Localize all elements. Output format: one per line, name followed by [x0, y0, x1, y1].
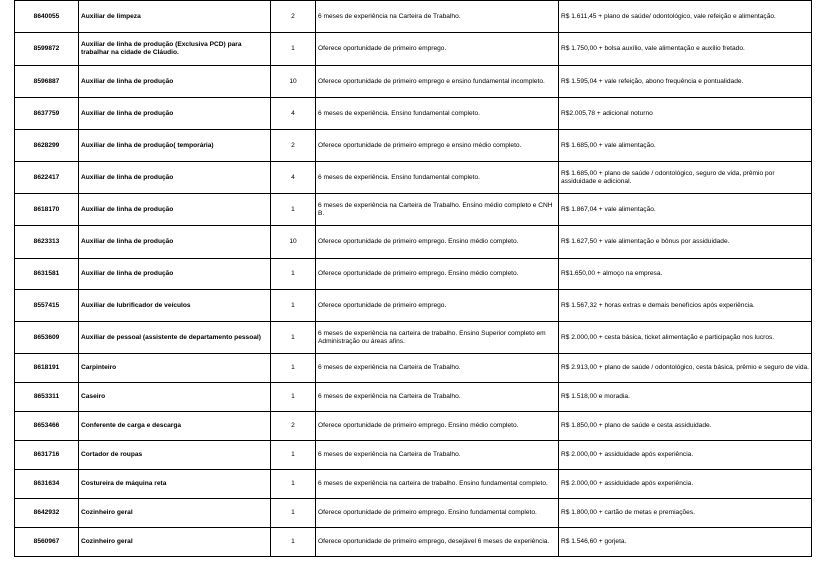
- job-code-cell: 8623313: [15, 226, 79, 259]
- requirements-cell: 6 meses de experiência na carteira de trabalho. Ensino fundamental completo.: [316, 470, 559, 499]
- requirements-cell: Oferece oportunidade de primeiro emprego. Ensino fundamental completo.: [316, 499, 559, 528]
- salary-benefits-cell: R$ 1.850,00 + plano de saúde e cesta assiduidade.: [559, 412, 812, 441]
- requirements-cell: Oferece oportunidade de primeiro emprego.: [316, 290, 559, 322]
- salary-benefits-cell: R$ 2.913,00 + plano de saúde / odontológico, cesta básica, prêmio e seguro de vida.: [559, 354, 812, 383]
- vacancy-count-cell: 1: [271, 383, 316, 412]
- salary-benefits-cell: R$ 1.867,04 + vale alimentação.: [559, 194, 812, 226]
- job-title-cell: Auxiliar de pessoal (assistente de departamento pessoal): [79, 322, 271, 354]
- salary-benefits-cell: R$ 1.595,04 + vale refeição, abono frequência e pontualidade.: [559, 66, 812, 98]
- vacancy-count-cell: 1: [271, 499, 316, 528]
- salary-benefits-cell: R$ 1.685,00 + plano de saúde / odontológico, seguro de vida, prêmio por assiduidade e adicional.: [559, 162, 812, 194]
- salary-benefits-cell: R$ 2.000,00 + assiduidade após experiência.: [559, 470, 812, 499]
- requirements-cell: Oferece oportunidade de primeiro emprego. Ensino médio completo.: [316, 226, 559, 259]
- requirements-cell: 6 meses de experiência. Ensino fundamental completo.: [316, 162, 559, 194]
- table-row: [15, 98, 812, 130]
- table-row: [15, 383, 812, 412]
- job-code-cell: 8618170: [15, 194, 79, 226]
- requirements-cell: 6 meses de experiência na Carteira de Trabalho.: [316, 354, 559, 383]
- job-title-cell: Auxiliar de linha de produção: [79, 98, 271, 130]
- vacancy-count-cell: 1: [271, 441, 316, 470]
- vacancy-count-cell: 10: [271, 226, 316, 259]
- table-row: [15, 259, 812, 290]
- job-code-cell: 8640055: [15, 1, 79, 33]
- job-code-cell: 8631581: [15, 259, 79, 290]
- vacancy-count-cell: 1: [271, 470, 316, 499]
- job-code-cell: 8557415: [15, 290, 79, 322]
- job-title-cell: Auxiliar de linha de produção: [79, 66, 271, 98]
- requirements-cell: 6 meses de experiência na Carteira de Trabalho.: [316, 383, 559, 412]
- job-title-cell: Caseiro: [79, 383, 271, 412]
- table-row: [15, 226, 812, 259]
- job-listing-body: [15, 1, 812, 557]
- job-title-cell: Cortador de roupas: [79, 441, 271, 470]
- job-title-cell: Cozinheiro geral: [79, 528, 271, 557]
- table-row: [15, 528, 812, 557]
- job-code-cell: 8637759: [15, 98, 79, 130]
- vacancy-count-cell: 1: [271, 354, 316, 383]
- job-title-cell: Conferente de carga e descarga: [79, 412, 271, 441]
- table-row: [15, 470, 812, 499]
- job-code-cell: 8653311: [15, 383, 79, 412]
- job-code-cell: 8596887: [15, 66, 79, 98]
- requirements-cell: 6 meses de experiência na Carteira de Trabalho.: [316, 441, 559, 470]
- job-code-cell: 8622417: [15, 162, 79, 194]
- table-row: [15, 412, 812, 441]
- job-code-cell: 8653466: [15, 412, 79, 441]
- vacancy-count-cell: 4: [271, 162, 316, 194]
- job-code-cell: 8628299: [15, 130, 79, 162]
- vacancy-count-cell: 1: [271, 259, 316, 290]
- salary-benefits-cell: R$ 1.567,32 + horas extras e demais benefícios após experiência.: [559, 290, 812, 322]
- table-row: [15, 322, 812, 354]
- job-title-cell: Auxiliar de linha de produção: [79, 259, 271, 290]
- table-row: [15, 354, 812, 383]
- table-row: [15, 441, 812, 470]
- job-title-cell: Auxiliar de limpeza: [79, 1, 271, 33]
- table-row: [15, 162, 812, 194]
- job-code-cell: 8642932: [15, 499, 79, 528]
- vacancy-count-cell: 2: [271, 412, 316, 441]
- salary-benefits-cell: R$ 1.518,00 e moradia.: [559, 383, 812, 412]
- job-title-cell: Auxiliar de linha de produção: [79, 194, 271, 226]
- vacancy-count-cell: 2: [271, 1, 316, 33]
- requirements-cell: Oferece oportunidade de primeiro emprego. Ensino médio completo.: [316, 259, 559, 290]
- table-row: [15, 499, 812, 528]
- table-row: [15, 130, 812, 162]
- job-title-cell: Auxiliar de lubrificador de veículos: [79, 290, 271, 322]
- vacancy-count-cell: 4: [271, 98, 316, 130]
- salary-benefits-cell: R$ 1.800,00 + cartão de metas e premiações.: [559, 499, 812, 528]
- job-title-cell: Carpinteiro: [79, 354, 271, 383]
- vacancy-count-cell: 1: [271, 528, 316, 557]
- salary-benefits-cell: R$1.650,00 + almoço na empresa.: [559, 259, 812, 290]
- job-title-cell: Auxiliar de linha de produção: [79, 226, 271, 259]
- vacancy-count-cell: 1: [271, 194, 316, 226]
- job-listing-table: [14, 0, 812, 557]
- salary-benefits-cell: R$ 2.000,00 + assiduidade após experiência.: [559, 441, 812, 470]
- requirements-cell: 6 meses de experiência na Carteira de Trabalho.: [316, 1, 559, 33]
- vacancy-count-cell: 2: [271, 130, 316, 162]
- job-title-cell: Cozinheiro geral: [79, 499, 271, 528]
- requirements-cell: Oferece oportunidade de primeiro emprego. Ensino médio completo.: [316, 412, 559, 441]
- job-code-cell: 8599872: [15, 33, 79, 66]
- salary-benefits-cell: R$2.005,78 + adicional noturno: [559, 98, 812, 130]
- salary-benefits-cell: R$ 2.000,00 + cesta básica, ticket alimentação e participação nos lucros.: [559, 322, 812, 354]
- vacancy-count-cell: 1: [271, 322, 316, 354]
- requirements-cell: Oferece oportunidade de primeiro emprego.: [316, 33, 559, 66]
- salary-benefits-cell: R$ 1.685,00 + vale alimentação.: [559, 130, 812, 162]
- requirements-cell: 6 meses de experiência na carteira de trabalho. Ensino Superior completo em Administração ou áreas afins.: [316, 322, 559, 354]
- job-code-cell: 8631716: [15, 441, 79, 470]
- requirements-cell: Oferece oportunidade de primeiro emprego, desejável 6 meses de experiência.: [316, 528, 559, 557]
- salary-benefits-cell: R$ 1.546,60 + gorjeta.: [559, 528, 812, 557]
- job-title-cell: Costureira de máquina reta: [79, 470, 271, 499]
- table-row: [15, 290, 812, 322]
- table-row: [15, 66, 812, 98]
- salary-benefits-cell: R$ 1.611,45 + plano de saúde/ odontológico, vale refeição e alimentação.: [559, 1, 812, 33]
- vacancy-count-cell: 1: [271, 33, 316, 66]
- requirements-cell: Oferece oportunidade de primeiro emprego e ensino médio completo.: [316, 130, 559, 162]
- vacancy-count-cell: 10: [271, 66, 316, 98]
- requirements-cell: 6 meses de experiência. Ensino fundamental completo.: [316, 98, 559, 130]
- job-code-cell: 8618191: [15, 354, 79, 383]
- salary-benefits-cell: R$ 1.750,00 + bolsa auxílio, vale alimentação e auxílio fretado.: [559, 33, 812, 66]
- vacancy-count-cell: 1: [271, 290, 316, 322]
- job-title-cell: Auxiliar de linha de produção (Exclusiva PCD) para trabalhar na cidade de Cláudio.: [79, 33, 271, 66]
- table-row: [15, 194, 812, 226]
- salary-benefits-cell: R$ 1.627,50 + vale alimentação e bônus por assiduidade.: [559, 226, 812, 259]
- table-row: [15, 33, 812, 66]
- job-title-cell: Auxiliar de linha de produção( temporária): [79, 130, 271, 162]
- job-title-cell: Auxiliar de linha de produção: [79, 162, 271, 194]
- table-row: [15, 1, 812, 33]
- requirements-cell: 6 meses de experiência na Carteira de Trabalho. Ensino médio completo e CNH B.: [316, 194, 559, 226]
- job-code-cell: 8631634: [15, 470, 79, 499]
- job-code-cell: 8653609: [15, 322, 79, 354]
- requirements-cell: Oferece oportunidade de primeiro emprego e ensino fundamental incompleto.: [316, 66, 559, 98]
- job-code-cell: 8560967: [15, 528, 79, 557]
